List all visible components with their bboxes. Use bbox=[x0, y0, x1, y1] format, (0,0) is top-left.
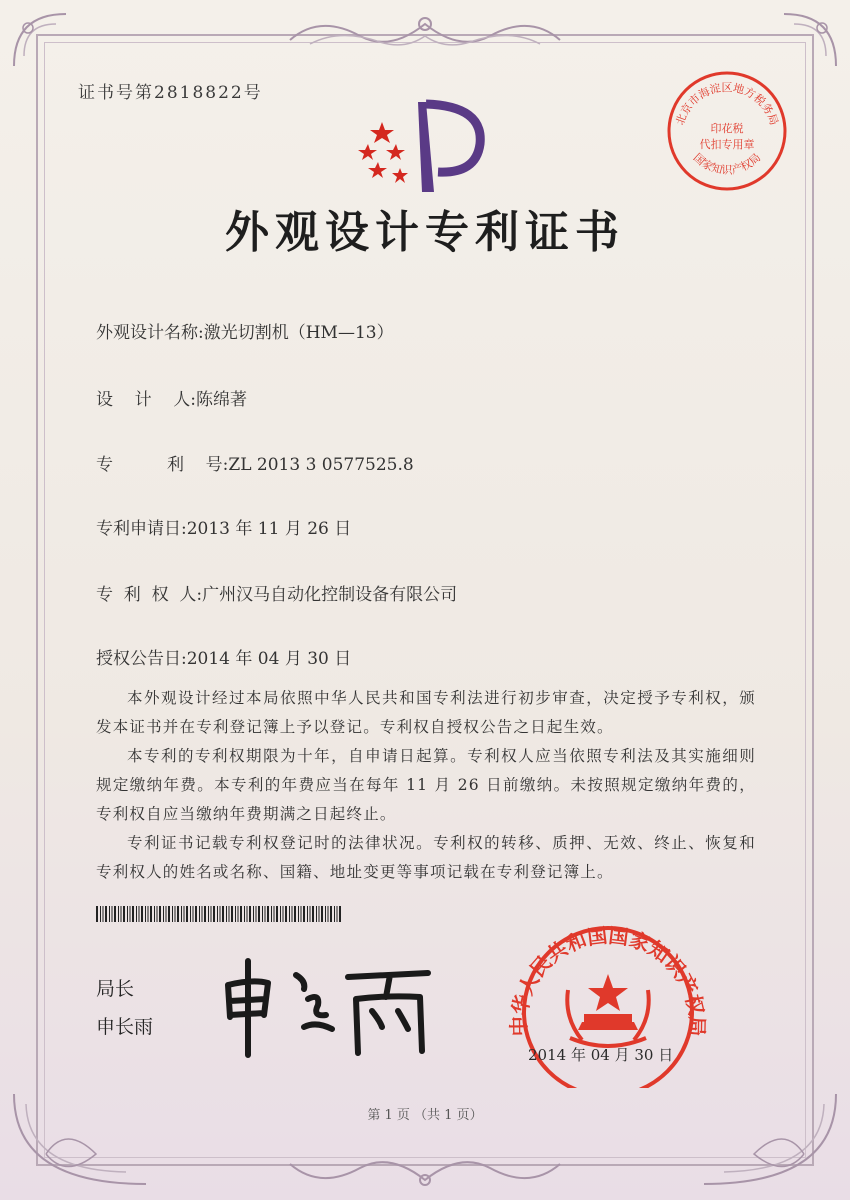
seal-emblem-icon bbox=[578, 1014, 638, 1030]
tax-stamp-line-1: 印花税 bbox=[710, 122, 744, 135]
seal-star-icon bbox=[588, 974, 628, 1011]
patent-office-logo bbox=[352, 92, 492, 202]
tax-stamp bbox=[662, 66, 792, 196]
corner-ornament-top-left bbox=[6, 6, 76, 76]
tax-stamp-line-2: 代扣专用章 bbox=[699, 138, 755, 151]
certificate-number: 证书号第2818822号 bbox=[78, 83, 263, 103]
field-label: 专 利 权 人: bbox=[96, 585, 203, 605]
field-value: 广州汉马自动化控制设备有限公司 bbox=[202, 585, 458, 605]
barcode bbox=[96, 906, 344, 922]
field-grant-date bbox=[96, 644, 351, 669]
field-designer bbox=[96, 385, 247, 410]
field-value: 2014 年 04 月 30 日 bbox=[186, 649, 352, 669]
body-paragraph: 本外观设计经过本局依照中华人民共和国专利法进行初步审查，决定授予专利权，颁发本证书并在专利登记簿上予以登记。专利权自授权公告之日起生效。 bbox=[96, 689, 756, 736]
field-label: 专 利 号: bbox=[96, 455, 229, 475]
corner-ornament-bottom-left bbox=[6, 1084, 156, 1194]
field-value: 激光切割机（HM—13） bbox=[203, 323, 394, 343]
tax-stamp-ring-text: 北京市海淀区地方税务局 bbox=[673, 81, 781, 127]
certificate-body bbox=[96, 684, 756, 887]
corner-ornament-bottom-right bbox=[694, 1084, 844, 1194]
field-design-name bbox=[96, 318, 394, 343]
field-label: 授权公告日: bbox=[96, 649, 187, 669]
director-signature bbox=[208, 955, 448, 1065]
field-value: 陈绵著 bbox=[195, 390, 247, 410]
certificate-title: 外观设计专利证书 bbox=[225, 207, 625, 258]
body-paragraph: 本专利的专利权期限为十年，自申请日起算。专利权人应当依照专利法及其实施细则规定缴纳年费。本专利的年费应当在每年 11 月 26 日前缴纳。未按照规定缴纳年费的，专利权自应当缴纳年费期满之日起终止。 bbox=[96, 747, 756, 823]
field-patentee bbox=[96, 580, 457, 605]
seal-date: 2014 年 04 月 30 日 bbox=[528, 1046, 674, 1064]
field-patent-number bbox=[96, 450, 414, 475]
director-title: 局长 bbox=[96, 978, 135, 1000]
field-value: ZL 2013 3 0577525.8 bbox=[228, 455, 414, 475]
field-label: 外观设计名称: bbox=[96, 323, 204, 343]
tax-stamp-bottom-text: 国家知识产权局 bbox=[690, 151, 764, 177]
body-paragraph: 专利证书记载专利权登记时的法律状况。专利权的转移、质押、无效、终止、恢复和专利权人的姓名或名称、国籍、地址变更等事项记载在专利登记簿上。 bbox=[96, 834, 756, 881]
top-ornament bbox=[280, 10, 570, 58]
bottom-ornament bbox=[280, 1150, 570, 1194]
director-name: 申长雨 bbox=[96, 1016, 154, 1038]
page-footer: 第 1 页 （共 1 页） bbox=[367, 1108, 483, 1123]
field-value: 2013 年 11 月 26 日 bbox=[186, 519, 352, 539]
seal-ring-text: 中华人民共和国国家知识产权局 bbox=[508, 923, 708, 1037]
field-label: 专利申请日: bbox=[96, 519, 187, 539]
field-label: 设 计 人: bbox=[96, 390, 196, 410]
field-filing-date bbox=[96, 514, 351, 539]
